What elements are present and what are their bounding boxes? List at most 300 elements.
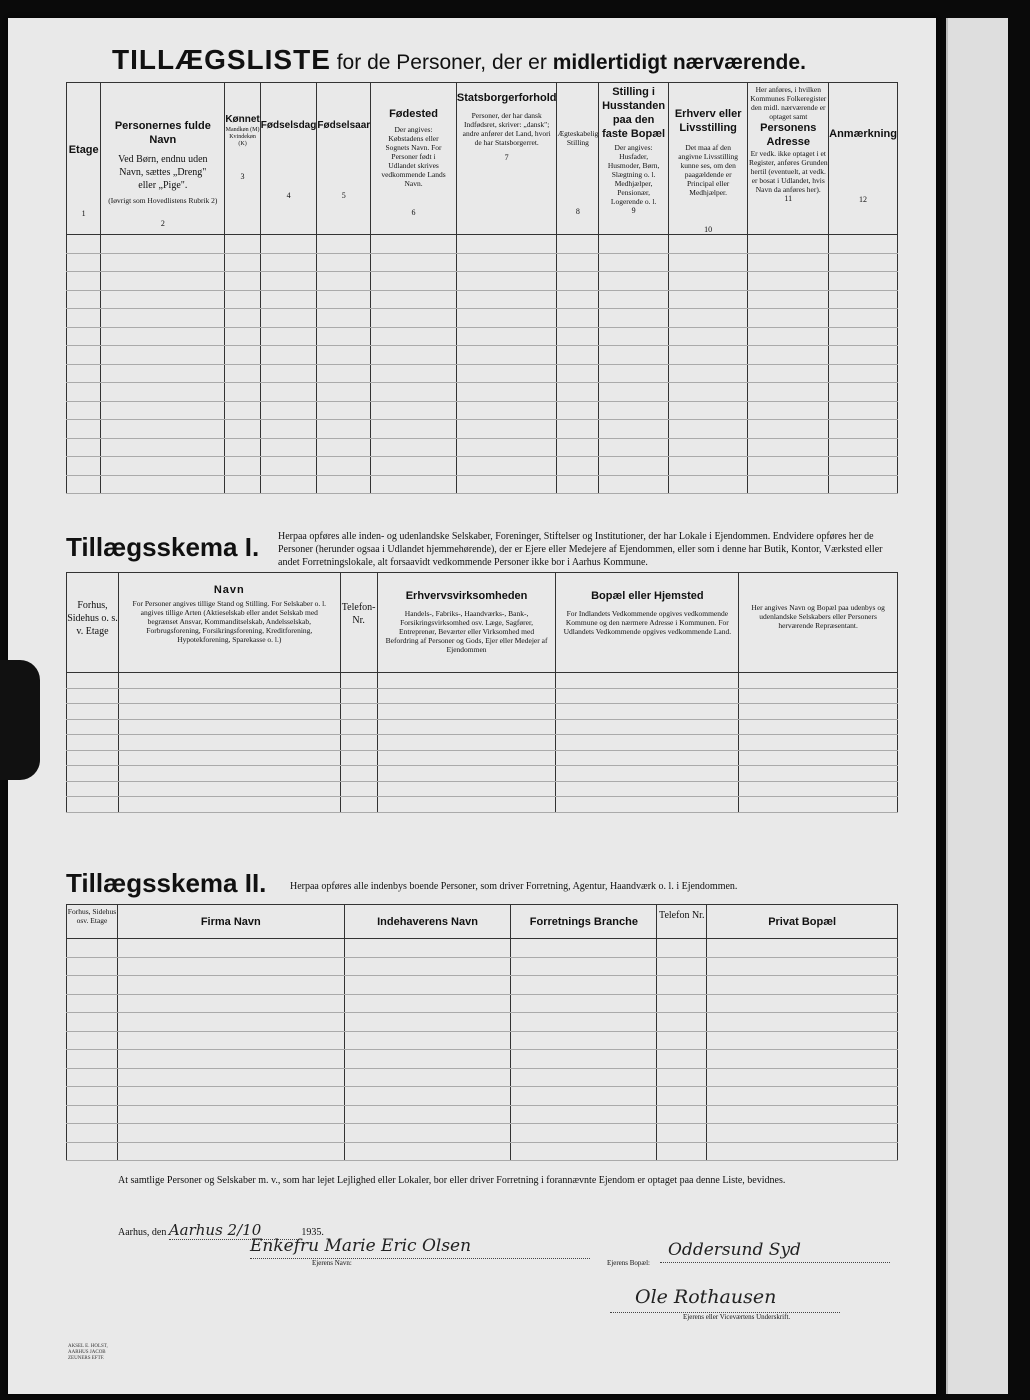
table-cell[interactable] [371, 272, 457, 291]
table-cell[interactable] [67, 735, 119, 751]
table-cell[interactable] [829, 253, 898, 272]
table-cell[interactable] [260, 272, 317, 291]
table-cell[interactable] [117, 1105, 344, 1124]
table-cell[interactable] [829, 364, 898, 383]
table-cell[interactable] [101, 401, 225, 420]
table-cell[interactable] [118, 781, 340, 797]
table-cell[interactable] [344, 1013, 511, 1032]
table-cell[interactable] [260, 383, 317, 402]
table-cell[interactable] [67, 673, 119, 689]
table-cell[interactable] [377, 781, 556, 797]
table-cell[interactable] [668, 272, 748, 291]
table-cell[interactable] [344, 976, 511, 995]
table-cell[interactable] [456, 383, 557, 402]
table-cell[interactable] [557, 272, 599, 291]
table-cell[interactable] [67, 272, 101, 291]
table-cell[interactable] [260, 290, 317, 309]
table-cell[interactable] [317, 272, 371, 291]
table-cell[interactable] [668, 438, 748, 457]
table-cell[interactable] [117, 976, 344, 995]
table-cell[interactable] [668, 457, 748, 476]
table-cell[interactable] [739, 781, 898, 797]
table-cell[interactable] [557, 309, 599, 328]
table-cell[interactable] [344, 1124, 511, 1143]
table-cell[interactable] [456, 253, 557, 272]
table-cell[interactable] [118, 673, 340, 689]
table-cell[interactable] [599, 309, 669, 328]
table-cell[interactable] [707, 1031, 898, 1050]
table-cell[interactable] [511, 1068, 657, 1087]
table-cell[interactable] [67, 457, 101, 476]
table-cell[interactable] [101, 475, 225, 494]
table-cell[interactable] [101, 253, 225, 272]
table-cell[interactable] [657, 1013, 707, 1032]
table-cell[interactable] [260, 438, 317, 457]
table-cell[interactable] [67, 1031, 118, 1050]
table-cell[interactable] [340, 704, 377, 720]
table-cell[interactable] [101, 364, 225, 383]
table-cell[interactable] [317, 253, 371, 272]
table-cell[interactable] [67, 420, 101, 439]
table-cell[interactable] [225, 457, 260, 476]
table-cell[interactable] [225, 364, 260, 383]
table-cell[interactable] [101, 290, 225, 309]
table-cell[interactable] [557, 327, 599, 346]
table-cell[interactable] [340, 735, 377, 751]
table-cell[interactable] [599, 272, 669, 291]
table-cell[interactable] [118, 766, 340, 782]
table-cell[interactable] [456, 475, 557, 494]
table-cell[interactable] [748, 309, 829, 328]
table-cell[interactable] [511, 976, 657, 995]
col-name: Personernes fulde Navn Ved Børn, endnu uden Navn, sættes „Dreng" eller „Pige". (Iøvrigt som Hovedlistens Rubrik 2) 2 [101, 83, 225, 235]
table-cell[interactable] [829, 272, 898, 291]
table-cell[interactable] [67, 383, 101, 402]
table-cell[interactable] [377, 704, 556, 720]
table-cell[interactable] [344, 1050, 511, 1069]
table-cell[interactable] [101, 457, 225, 476]
table-cell[interactable] [748, 364, 829, 383]
table-cell[interactable] [67, 766, 119, 782]
table-cell[interactable] [117, 939, 344, 958]
table-cell[interactable] [344, 1031, 511, 1050]
table-cell[interactable] [377, 719, 556, 735]
table-cell[interactable] [599, 420, 669, 439]
table-cell[interactable] [371, 235, 457, 254]
table-cell[interactable] [829, 383, 898, 402]
table-cell[interactable] [739, 719, 898, 735]
table-cell[interactable] [377, 766, 556, 782]
table-cell[interactable] [317, 327, 371, 346]
table-cell[interactable] [317, 235, 371, 254]
table-cell[interactable] [371, 253, 457, 272]
table-cell[interactable] [117, 1124, 344, 1143]
table-cell[interactable] [377, 750, 556, 766]
table-cell[interactable] [707, 976, 898, 995]
table-cell[interactable] [67, 327, 101, 346]
table-cell[interactable] [317, 420, 371, 439]
table-cell[interactable] [260, 235, 317, 254]
table-cell[interactable] [739, 673, 898, 689]
table-cell[interactable] [377, 673, 556, 689]
table-cell[interactable] [260, 253, 317, 272]
table-cell[interactable] [117, 1068, 344, 1087]
table-cell[interactable] [557, 383, 599, 402]
table-cell[interactable] [657, 1031, 707, 1050]
table-cell[interactable] [117, 1050, 344, 1069]
table-cell[interactable] [118, 704, 340, 720]
table-cell[interactable] [67, 401, 101, 420]
table-cell[interactable] [317, 401, 371, 420]
table-cell[interactable] [739, 688, 898, 704]
table-cell[interactable] [260, 364, 317, 383]
table-cell[interactable] [67, 797, 119, 813]
table-cell[interactable] [657, 1050, 707, 1069]
table-cell[interactable] [557, 475, 599, 494]
table-cell[interactable] [67, 364, 101, 383]
table-cell[interactable] [371, 290, 457, 309]
table-cell[interactable] [260, 475, 317, 494]
table-cell[interactable] [511, 957, 657, 976]
table-cell[interactable] [456, 420, 557, 439]
table-cell[interactable] [668, 309, 748, 328]
table-cell[interactable] [67, 290, 101, 309]
table-cell[interactable] [829, 309, 898, 328]
table-cell[interactable] [456, 401, 557, 420]
table-cell[interactable] [117, 1031, 344, 1050]
table-cell[interactable] [67, 1050, 118, 1069]
table-cell[interactable] [829, 235, 898, 254]
table-cell[interactable] [225, 272, 260, 291]
table-cell[interactable] [739, 750, 898, 766]
table-cell[interactable] [317, 290, 371, 309]
table-cell[interactable] [67, 994, 118, 1013]
table-cell[interactable] [225, 475, 260, 494]
table-cell[interactable] [67, 750, 119, 766]
table-cell[interactable] [117, 1013, 344, 1032]
table-cell[interactable] [557, 235, 599, 254]
table-cell[interactable] [668, 364, 748, 383]
table-cell[interactable] [668, 383, 748, 402]
table-cell[interactable] [118, 688, 340, 704]
table-cell[interactable] [511, 1087, 657, 1106]
table-cell[interactable] [67, 309, 101, 328]
table-cell[interactable] [118, 735, 340, 751]
table-cell[interactable] [668, 235, 748, 254]
table-row [67, 688, 898, 704]
table-cell[interactable] [117, 1142, 344, 1161]
table-cell[interactable] [260, 401, 317, 420]
table-cell[interactable] [599, 438, 669, 457]
table-cell[interactable] [340, 719, 377, 735]
table-cell[interactable] [317, 457, 371, 476]
table-cell[interactable] [511, 994, 657, 1013]
table-cell[interactable] [829, 420, 898, 439]
table-cell[interactable] [668, 327, 748, 346]
col-remarks: Anmærkning 12 [829, 83, 898, 235]
table-cell[interactable] [557, 457, 599, 476]
table-cell[interactable] [707, 1013, 898, 1032]
table-cell[interactable] [557, 420, 599, 439]
table-cell[interactable] [456, 327, 557, 346]
table-cell[interactable] [101, 272, 225, 291]
s1-col-business: Erhvervsvirksomheden Handels-, Fabriks-, Haandværks-, Bank-, Forsikringsvirksomhed osv. Læge, Sagfører, Entreprenør, Beværter eller Virksomhed med Befordring af Personer og Gods, Ejer eller Medejer af Ejendommen [377, 573, 556, 673]
table-cell[interactable] [225, 235, 260, 254]
table-cell[interactable] [344, 957, 511, 976]
table-cell[interactable] [556, 704, 739, 720]
table-cell[interactable] [371, 401, 457, 420]
table-cell[interactable] [371, 475, 457, 494]
table-cell[interactable] [599, 235, 669, 254]
table-cell[interactable] [67, 1142, 118, 1161]
table-cell[interactable] [371, 364, 457, 383]
table-cell[interactable] [829, 438, 898, 457]
table-cell[interactable] [117, 1087, 344, 1106]
table-cell[interactable] [748, 401, 829, 420]
table-cell[interactable] [829, 346, 898, 365]
table-cell[interactable] [668, 420, 748, 439]
table-cell[interactable] [260, 420, 317, 439]
table-cell[interactable] [371, 457, 457, 476]
table-cell[interactable] [67, 1013, 118, 1032]
table-cell[interactable] [511, 1050, 657, 1069]
table-cell[interactable] [67, 438, 101, 457]
table-cell[interactable] [118, 719, 340, 735]
table-cell[interactable] [599, 383, 669, 402]
table-cell[interactable] [67, 1087, 118, 1106]
table-cell[interactable] [557, 401, 599, 420]
table-cell[interactable] [556, 781, 739, 797]
table-cell[interactable] [101, 383, 225, 402]
table-cell[interactable] [599, 290, 669, 309]
table-cell[interactable] [117, 994, 344, 1013]
table-cell[interactable] [371, 327, 457, 346]
table-cell[interactable] [344, 1142, 511, 1161]
table-cell[interactable] [707, 957, 898, 976]
table-cell[interactable] [67, 688, 119, 704]
table-cell[interactable] [556, 688, 739, 704]
table-cell[interactable] [657, 1068, 707, 1087]
table-cell[interactable] [657, 939, 707, 958]
table-cell[interactable] [225, 290, 260, 309]
table-cell[interactable] [829, 401, 898, 420]
table-cell[interactable] [739, 766, 898, 782]
table-cell[interactable] [557, 253, 599, 272]
table-cell[interactable] [225, 327, 260, 346]
table-cell[interactable] [456, 235, 557, 254]
table-cell[interactable] [260, 327, 317, 346]
table-cell[interactable] [101, 327, 225, 346]
table-cell[interactable] [557, 346, 599, 365]
table-cell[interactable] [739, 735, 898, 751]
table-cell[interactable] [748, 253, 829, 272]
table-cell[interactable] [657, 1124, 707, 1143]
table-cell[interactable] [657, 957, 707, 976]
table-cell[interactable] [317, 346, 371, 365]
table-cell[interactable] [707, 1142, 898, 1161]
table-cell[interactable] [557, 290, 599, 309]
table-cell[interactable] [707, 994, 898, 1013]
table-cell[interactable] [511, 1105, 657, 1124]
signature-handwritten: Ole Rothausen [635, 1286, 777, 1308]
table-cell[interactable] [556, 750, 739, 766]
table-cell[interactable] [101, 438, 225, 457]
table-cell[interactable] [668, 475, 748, 494]
table-cell[interactable] [260, 309, 317, 328]
table-cell[interactable] [371, 383, 457, 402]
table-cell[interactable] [748, 272, 829, 291]
table-cell[interactable] [556, 735, 739, 751]
table-cell[interactable] [456, 272, 557, 291]
table-cell[interactable] [340, 750, 377, 766]
table-cell[interactable] [67, 781, 119, 797]
table-cell[interactable] [657, 1105, 707, 1124]
table-cell[interactable] [340, 673, 377, 689]
table-cell[interactable] [67, 235, 101, 254]
table-cell[interactable] [707, 1105, 898, 1124]
table-cell[interactable] [340, 797, 377, 813]
table-cell[interactable] [225, 401, 260, 420]
table-cell[interactable] [225, 253, 260, 272]
table-cell[interactable] [707, 1124, 898, 1143]
table-cell[interactable] [829, 475, 898, 494]
table-cell[interactable] [101, 420, 225, 439]
table-cell[interactable] [556, 797, 739, 813]
table-cell[interactable] [67, 1068, 118, 1087]
table-cell[interactable] [456, 438, 557, 457]
table-cell[interactable] [739, 704, 898, 720]
table-cell[interactable] [344, 1087, 511, 1106]
table-cell[interactable] [707, 1087, 898, 1106]
table-cell[interactable] [67, 1124, 118, 1143]
table-cell[interactable] [456, 309, 557, 328]
table-cell[interactable] [748, 346, 829, 365]
table-cell[interactable] [668, 290, 748, 309]
table-cell[interactable] [67, 704, 119, 720]
table-cell[interactable] [511, 1124, 657, 1143]
table-cell[interactable] [657, 994, 707, 1013]
table-cell[interactable] [599, 346, 669, 365]
table-cell[interactable] [260, 457, 317, 476]
table-cell[interactable] [557, 438, 599, 457]
table-cell[interactable] [371, 420, 457, 439]
table-cell[interactable] [225, 420, 260, 439]
table-cell[interactable] [748, 475, 829, 494]
table-cell[interactable] [340, 781, 377, 797]
table-cell[interactable] [668, 346, 748, 365]
table-cell[interactable] [456, 457, 557, 476]
table-cell[interactable] [101, 235, 225, 254]
table-cell[interactable] [748, 290, 829, 309]
table-cell[interactable] [67, 346, 101, 365]
table-cell[interactable] [377, 688, 556, 704]
table-cell[interactable] [67, 719, 119, 735]
table-cell[interactable] [556, 719, 739, 735]
table-cell[interactable] [599, 475, 669, 494]
table-cell[interactable] [599, 364, 669, 383]
table-cell[interactable] [225, 438, 260, 457]
table-cell[interactable] [377, 735, 556, 751]
table-cell[interactable] [657, 1142, 707, 1161]
table-cell[interactable] [829, 327, 898, 346]
table-cell[interactable] [511, 1031, 657, 1050]
table-cell[interactable] [556, 673, 739, 689]
table-cell[interactable] [829, 290, 898, 309]
table-cell[interactable] [748, 327, 829, 346]
table-cell[interactable] [344, 939, 511, 958]
table-cell[interactable] [707, 1068, 898, 1087]
table-cell[interactable] [748, 383, 829, 402]
table-cell[interactable] [599, 457, 669, 476]
table-cell[interactable] [340, 688, 377, 704]
table-cell[interactable] [599, 401, 669, 420]
table-cell[interactable] [67, 475, 101, 494]
table-cell[interactable] [67, 1105, 118, 1124]
table-cell[interactable] [340, 766, 377, 782]
table-cell[interactable] [371, 309, 457, 328]
table-cell[interactable] [748, 420, 829, 439]
table-cell[interactable] [557, 364, 599, 383]
table-cell[interactable] [599, 253, 669, 272]
table-cell[interactable] [748, 235, 829, 254]
table-cell[interactable] [377, 797, 556, 813]
table-cell[interactable] [456, 364, 557, 383]
table-cell[interactable] [748, 457, 829, 476]
owner-address-line [660, 1262, 890, 1263]
table-cell[interactable] [67, 939, 118, 958]
table-cell[interactable] [511, 1142, 657, 1161]
table-cell[interactable] [371, 438, 457, 457]
table-cell[interactable] [317, 475, 371, 494]
table-cell[interactable] [668, 401, 748, 420]
table-cell[interactable] [225, 346, 260, 365]
table-cell[interactable] [101, 309, 225, 328]
table-cell[interactable] [371, 346, 457, 365]
table-cell[interactable] [344, 994, 511, 1013]
table-cell[interactable] [67, 957, 118, 976]
table-cell[interactable] [511, 1013, 657, 1032]
table-cell[interactable] [657, 1087, 707, 1106]
table-cell[interactable] [260, 346, 317, 365]
table-cell[interactable] [829, 457, 898, 476]
table-cell[interactable] [67, 253, 101, 272]
table-cell[interactable] [511, 939, 657, 958]
table-cell[interactable] [739, 797, 898, 813]
table-cell[interactable] [707, 939, 898, 958]
table-cell[interactable] [317, 383, 371, 402]
table-cell[interactable] [317, 438, 371, 457]
table-cell[interactable] [657, 976, 707, 995]
table-cell[interactable] [118, 750, 340, 766]
table-cell[interactable] [317, 309, 371, 328]
table-cell[interactable] [456, 346, 557, 365]
table-cell[interactable] [317, 364, 371, 383]
table-cell[interactable] [707, 1050, 898, 1069]
table-cell[interactable] [117, 957, 344, 976]
table-cell[interactable] [118, 797, 340, 813]
table-cell[interactable] [668, 253, 748, 272]
table-cell[interactable] [344, 1068, 511, 1087]
table-cell[interactable] [225, 309, 260, 328]
table-cell[interactable] [344, 1105, 511, 1124]
table-cell[interactable] [101, 346, 225, 365]
table-cell[interactable] [599, 327, 669, 346]
table-cell[interactable] [748, 438, 829, 457]
table-cell[interactable] [67, 976, 118, 995]
table-cell[interactable] [456, 290, 557, 309]
table-cell[interactable] [225, 383, 260, 402]
table-cell[interactable] [556, 766, 739, 782]
